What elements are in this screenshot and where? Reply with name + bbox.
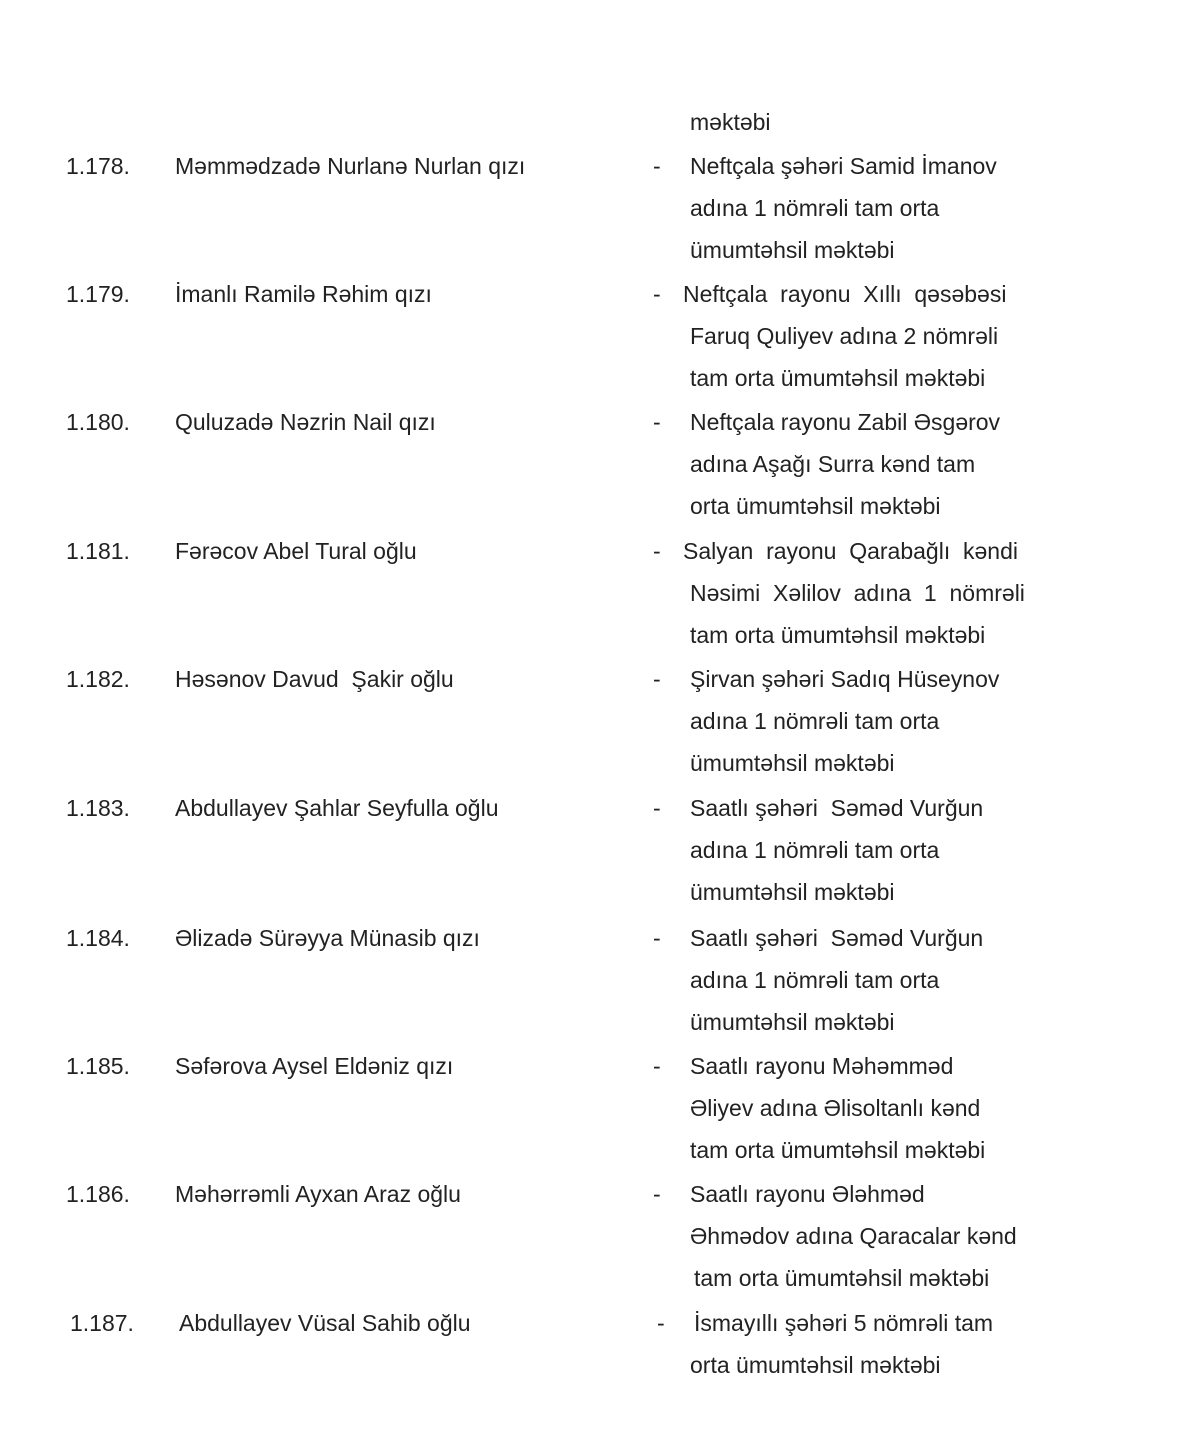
- person-name: Həsənov Davud Şakir oğlu: [175, 666, 454, 692]
- school-line: Saatlı rayonu Ələhməd: [690, 1181, 925, 1207]
- person-name: Səfərova Aysel Eldəniz qızı: [175, 1053, 454, 1079]
- person-name: Abdullayev Şahlar Seyfulla oğlu: [175, 795, 499, 821]
- school-line: Şirvan şəhəri Sadıq Hüseynov: [690, 666, 1000, 692]
- school-line: Faruq Quliyev adına 2 nömrəli: [690, 323, 999, 349]
- entry-number: 1.186.: [66, 1181, 130, 1207]
- person-name: Məmmədzadə Nurlanə Nurlan qızı: [175, 153, 526, 179]
- school-line: orta ümumtəhsil məktəbi: [690, 493, 941, 519]
- person-name: Fərəcov Abel Tural oğlu: [175, 538, 417, 564]
- list-entry: [0, 917, 1200, 1045]
- school-line: İsmayıllı şəhəri 5 nömrəli tam: [694, 1310, 994, 1336]
- school-line: adına Aşağı Surra kənd tam: [690, 451, 976, 477]
- school-description: [690, 1173, 1050, 1299]
- school-description: [690, 787, 1050, 913]
- school-line: ümumtəhsil məktəbi: [690, 750, 895, 776]
- school-line: tam orta ümumtəhsil məktəbi: [690, 365, 986, 391]
- school-line: ümumtəhsil məktəbi: [690, 879, 895, 905]
- school-line: tam orta ümumtəhsil məktəbi: [690, 1137, 986, 1163]
- separator-dash: -: [653, 1181, 661, 1207]
- school-description: [690, 917, 1050, 1043]
- list-entry: [0, 273, 1200, 401]
- school-line: Əhmədov adına Qaracalar kənd: [690, 1223, 1017, 1249]
- separator-dash: -: [653, 666, 661, 692]
- school-line: ümumtəhsil məktəbi: [690, 1009, 895, 1035]
- school-description: [690, 1302, 1050, 1386]
- school-line: Salyan rayonu Qarabağlı kəndi: [683, 538, 1018, 564]
- school-line: Neftçala şəhəri Samid İmanov: [690, 153, 997, 179]
- entry-number: 1.180.: [66, 409, 130, 435]
- school-line: Nəsimi Xəlilov adına 1 nömrəli: [690, 580, 1025, 606]
- separator-dash: -: [653, 538, 661, 564]
- school-line: orta ümumtəhsil məktəbi: [690, 1352, 941, 1378]
- person-name: Abdullayev Vüsal Sahib oğlu: [179, 1310, 471, 1336]
- school-line: adına 1 nömrəli tam orta: [690, 837, 940, 863]
- list-entry: [0, 658, 1200, 786]
- entry-number: 1.178.: [66, 153, 130, 179]
- entry-number: 1.183.: [66, 795, 130, 821]
- list-entry: [0, 401, 1200, 529]
- school-description: [683, 273, 1043, 399]
- school-description: [683, 530, 1043, 656]
- list-entry: [0, 1302, 1200, 1430]
- entry-number: 1.179.: [66, 281, 130, 307]
- person-name: Quluzadə Nəzrin Nail qızı: [175, 409, 436, 435]
- list-entry: [0, 530, 1200, 658]
- list-entry: [0, 1045, 1200, 1173]
- separator-dash: -: [653, 281, 661, 307]
- person-name: Məhərrəmli Ayxan Araz oğlu: [175, 1181, 461, 1207]
- person-name: İmanlı Ramilə Rəhim qızı: [175, 281, 432, 307]
- person-name: Əlizadə Sürəyya Münasib qızı: [175, 925, 480, 951]
- separator-dash: -: [653, 1053, 661, 1079]
- school-line: adına 1 nömrəli tam orta: [690, 195, 940, 221]
- school-line: adına 1 nömrəli tam orta: [690, 967, 940, 993]
- list-entry: [0, 145, 1200, 273]
- entry-number: 1.181.: [66, 538, 130, 564]
- school-line: ümumtəhsil məktəbi: [690, 237, 895, 263]
- list-entry: [0, 787, 1200, 915]
- school-line: adına 1 nömrəli tam orta: [690, 708, 940, 734]
- separator-dash: -: [653, 409, 661, 435]
- school-description: [690, 1045, 1050, 1171]
- separator-dash: -: [653, 925, 661, 951]
- school-line: tam orta ümumtəhsil məktəbi: [690, 622, 986, 648]
- school-line: Əliyev adına Əlisoltanlı kənd: [690, 1095, 981, 1121]
- school-line: Saatlı şəhəri Səməd Vurğun: [690, 925, 984, 951]
- entry-number: 1.187.: [70, 1310, 134, 1336]
- entry-number: 1.182.: [66, 666, 130, 692]
- school-description: [690, 401, 1050, 527]
- school-line: Saatlı rayonu Məhəmməd: [690, 1053, 954, 1079]
- separator-dash: -: [657, 1310, 665, 1336]
- school-description: [690, 145, 1050, 271]
- entry-number: 1.184.: [66, 925, 130, 951]
- continuation-text: məktəbi: [690, 109, 771, 135]
- separator-dash: -: [653, 795, 661, 821]
- list-entry: [0, 1173, 1200, 1301]
- school-line: Saatlı şəhəri Səməd Vurğun: [690, 795, 984, 821]
- entry-number: 1.185.: [66, 1053, 130, 1079]
- school-line: Neftçala rayonu Zabil Əsgərov: [690, 409, 1001, 435]
- school-description: [690, 658, 1050, 784]
- separator-dash: -: [653, 153, 661, 179]
- school-line: tam orta ümumtəhsil məktəbi: [694, 1265, 990, 1291]
- school-line: Neftçala rayonu Xıllı qəsəbəsi: [683, 281, 1007, 307]
